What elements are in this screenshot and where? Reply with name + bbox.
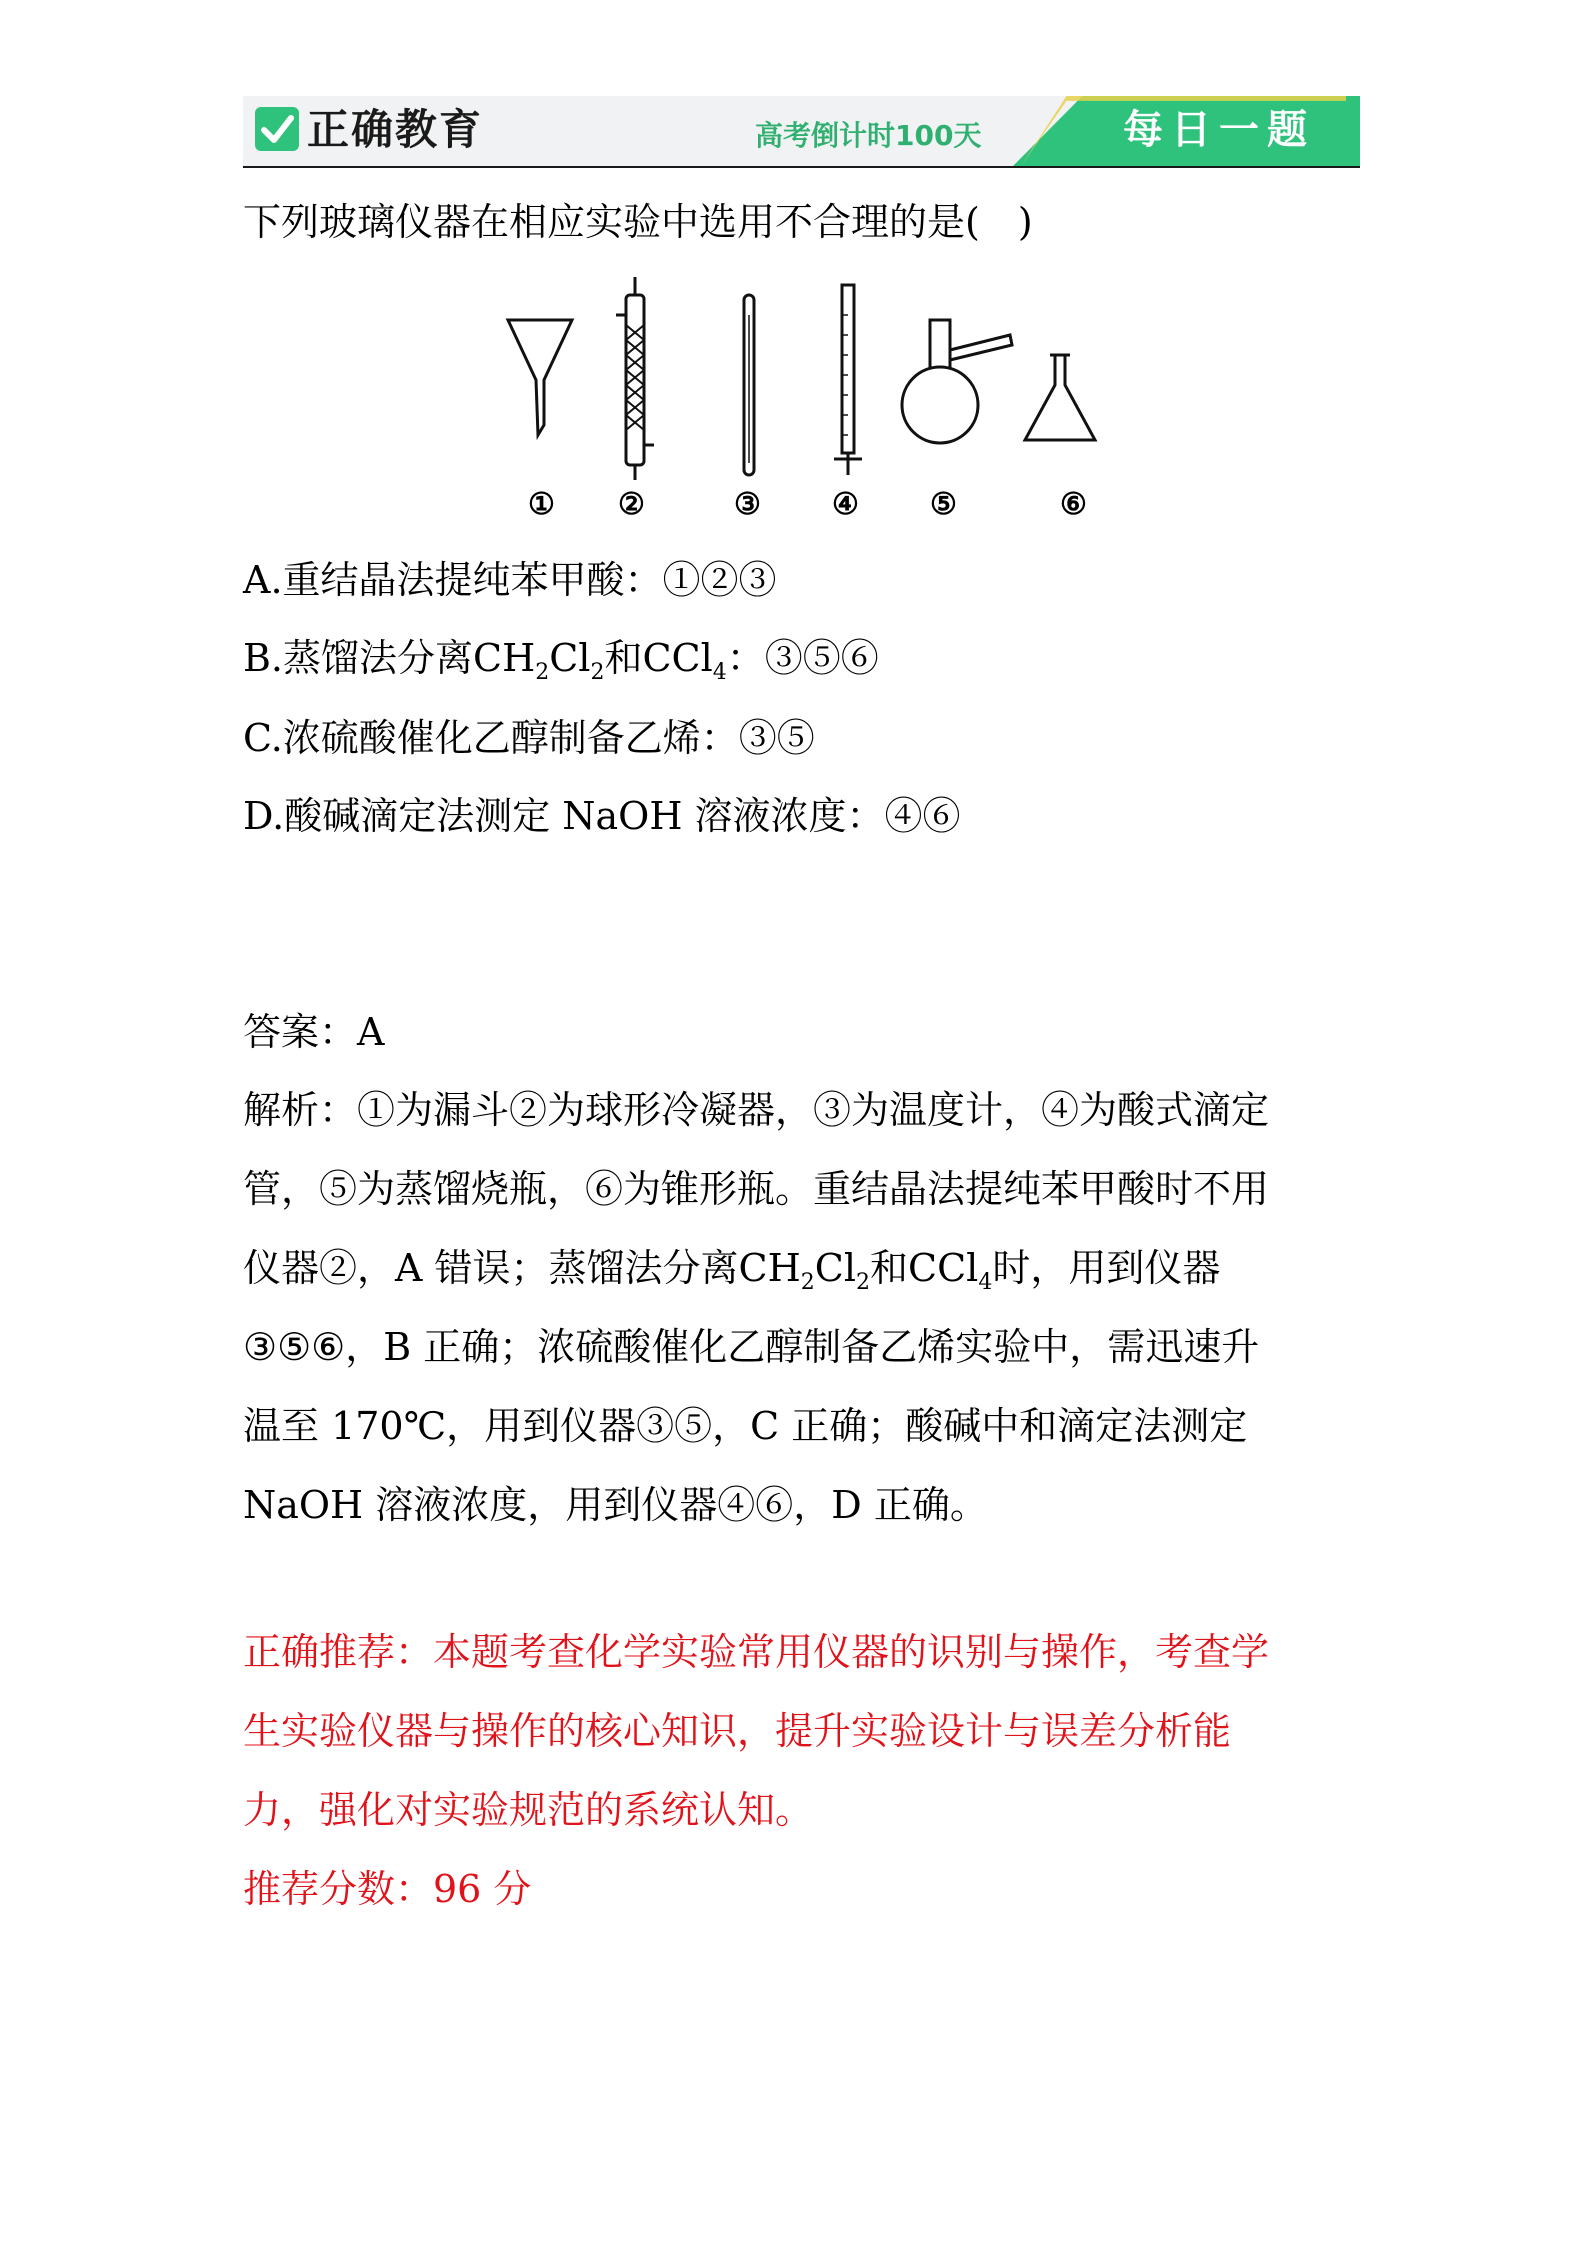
exam-countdown: 高考倒计时100天 [755, 119, 982, 152]
brand-name: 正确教育 [307, 105, 484, 154]
analysis-line-1: 解析：①为漏斗②为球形冷凝器，③为温度计，④为酸式滴定 [243, 1088, 1270, 1132]
figure-label-6: ⑥ [1060, 487, 1087, 522]
figure-label-1: ① [528, 487, 555, 522]
distillation-flask-icon [902, 320, 1012, 443]
option-c: C.浓硫酸催化乙醇制备乙烯：③⑤ [243, 716, 815, 760]
analysis-line-6: NaOH 溶液浓度，用到仪器④⑥，D 正确。 [243, 1483, 988, 1527]
option-d: D.酸碱滴定法测定 NaOH 溶液浓度：④⑥ [243, 794, 961, 838]
header-banner [243, 96, 1360, 168]
thermometer-icon [744, 295, 754, 475]
option-a: A.重结晶法提纯苯甲酸：①②③ [243, 558, 777, 602]
recommend-line-3: 力，强化对实验规范的系统认知。 [243, 1788, 814, 1832]
figure-label-4: ④ [832, 487, 859, 522]
daily-question-label: 每日一题 [1123, 107, 1315, 153]
analysis-line-4: ③⑤⑥，B 正确；浓硫酸催化乙醇制备乙烯实验中，需迅速升 [243, 1325, 1260, 1369]
option-b: B.蒸馏法分离$CH_2Cl_2$和CCl$_4$：③⑤⑥ [243, 636, 879, 685]
recommend-line-2: 生实验仪器与操作的核心知识，提升实验设计与误差分析能 [243, 1709, 1232, 1753]
conical-flask-icon [1025, 355, 1095, 440]
burette-icon [834, 285, 862, 475]
funnel-icon [508, 320, 572, 435]
recommend-score: 推荐分数：96 分 [243, 1867, 532, 1911]
figure-label-5: ⑤ [930, 487, 957, 522]
question-stem: 下列玻璃仪器在相应实验中选用不合理的是( ) [243, 200, 1033, 244]
figure-label-3: ③ [734, 487, 761, 522]
check-icon [255, 107, 299, 151]
answer: 答案：A [243, 1010, 385, 1054]
banner-underline [243, 166, 1360, 168]
recommend-line-1: 正确推荐：本题考查化学实验常用仪器的识别与操作，考查学 [243, 1630, 1270, 1674]
analysis-line-5: 温至 170℃，用到仪器③⑤，C 正确；酸碱中和滴定法测定 [243, 1404, 1248, 1448]
analysis-line-2: 管，⑤为蒸馏烧瓶，⑥为锥形瓶。重结晶法提纯苯甲酸时不用 [243, 1167, 1270, 1211]
analysis-line-3: 仪器②，A 错误；蒸馏法分离$CH_2Cl_2$和CCl$_4$时，用到仪器 [243, 1246, 1221, 1295]
apparatus-drawing [490, 275, 1130, 485]
condenser-icon [616, 277, 654, 480]
figure-label-2: ② [618, 487, 645, 522]
apparatus-figure [490, 275, 1130, 535]
